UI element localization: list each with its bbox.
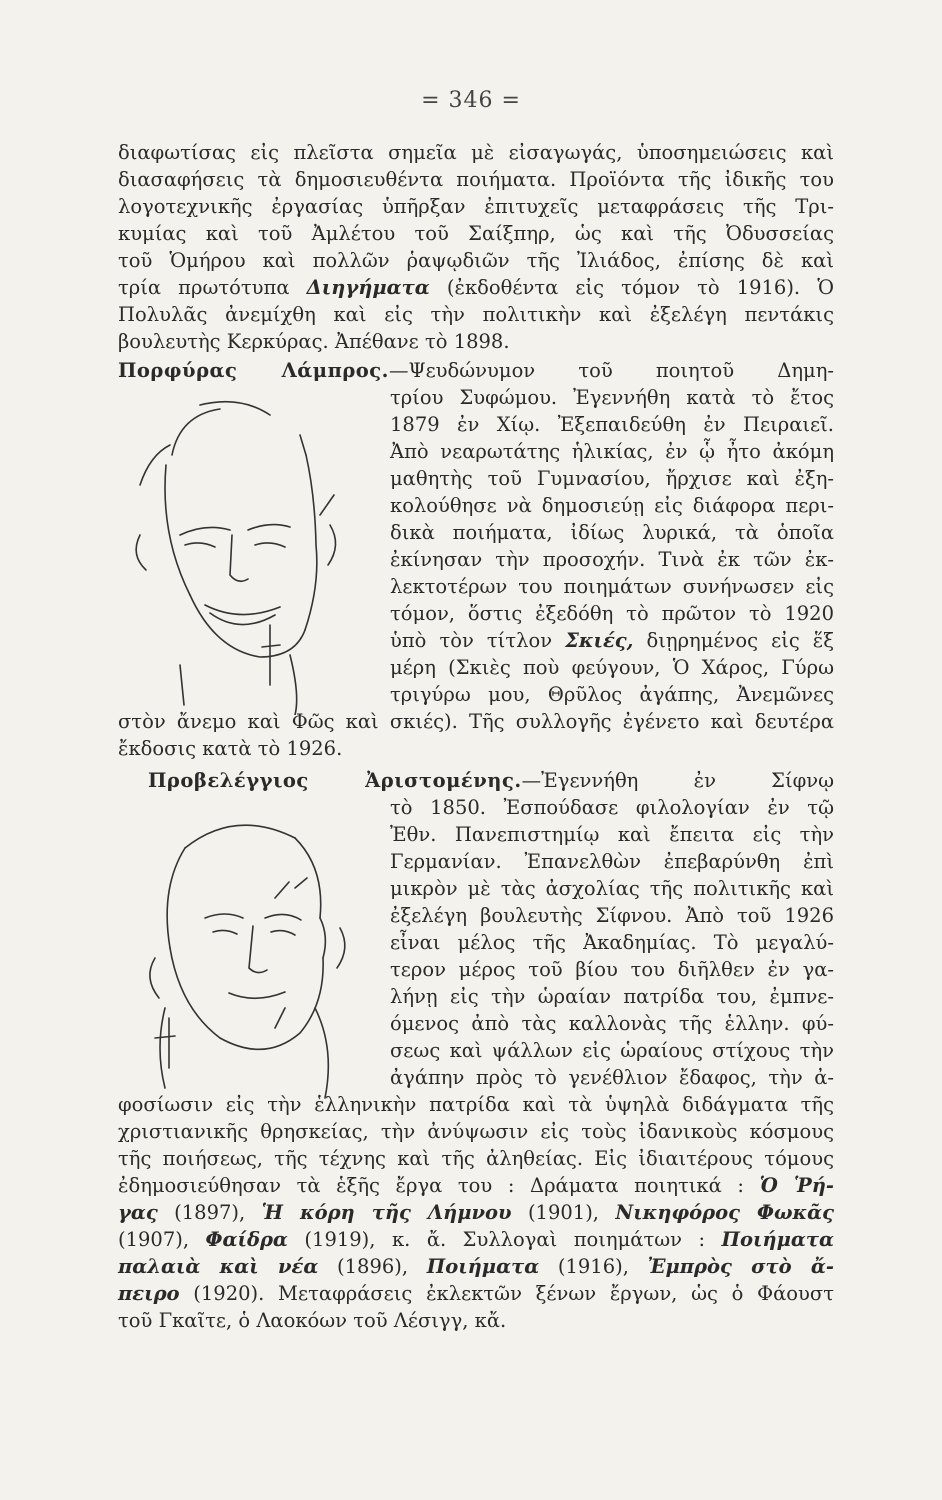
text-span: τρία πρωτότυπα xyxy=(118,276,307,299)
text-line: Ἀπὸ νεαρωτάτης ἡλικίας, ἐν ᾧ ἦτο ἀκόμη xyxy=(390,440,834,463)
text-line: τριγύρω μου, Θρῦλος ἀγάπης, Ἀνεμῶνες xyxy=(390,683,834,706)
text-span: —Ψευδώνυμον τοῦ ποιητοῦ Δημη- xyxy=(388,359,834,382)
text-span: ὑπὸ τὸν τίτλον xyxy=(390,629,566,652)
text-line: Γερμανίαν. Ἐπανελθὼν ἐπεβαρύνθη ἐπὶ xyxy=(390,850,834,873)
text-span: (1896), xyxy=(318,1255,427,1278)
entry-heading-line xyxy=(118,358,834,384)
book-title: πειρο xyxy=(118,1282,180,1305)
text-line: τόμον, ὅστις ἐξεδόθη τὸ πρῶτον τὸ 1920 xyxy=(390,602,834,625)
text-line: λήνῃ εἰς τὴν ὡραίαν πατρίδα του, ἐμπνε- xyxy=(390,985,834,1008)
entry-name: Πορφύρας Λάμπρος. xyxy=(118,359,389,382)
book-title: γας xyxy=(118,1201,158,1224)
book-title: Σκιές, xyxy=(565,629,634,652)
book-title: Ἐμπρὸς στὸ ἄ- xyxy=(647,1255,835,1278)
text-line xyxy=(118,1227,834,1253)
text-line: τὸ 1850. Ἐσπούδασε φιλολογίαν ἐν τῷ xyxy=(390,796,834,819)
entry-name: Προβελέγγιος Ἀριστομένης. xyxy=(148,769,522,792)
text-line: λογοτεχνικῆς ἐργασίας ὑπῆρξαν ἐπιτυχεῖς μεταφράσεις τῆς Τρι- xyxy=(118,195,834,218)
text-line: Ἐθν. Πανεπιστημίῳ καὶ ἔπειτα εἰς τὴν xyxy=(390,823,834,846)
text-line xyxy=(118,1281,834,1307)
text-line: εἶναι μέλος τῆς Ἀκαδημίας. Τὸ μεγαλύ- xyxy=(390,931,834,954)
book-title: Φαίδρα xyxy=(205,1228,288,1251)
text-line: λεκτοτέρων του ποιημάτων συνήνωσεν εἰς xyxy=(390,575,834,598)
text-span: ἐδημοσιεύθησαν τὰ ἑξῆς ἔργα του : Δράματα ποιητικά : xyxy=(118,1174,760,1197)
book-title: Ἡ κόρη τῆς Λήμνου xyxy=(261,1201,512,1224)
text-line: ἀγάπην πρὸς τὸ γενέθλιον ἔδαφος, τὴν ἀ- xyxy=(390,1066,834,1089)
text-line xyxy=(118,1200,834,1226)
text-line xyxy=(118,1254,834,1280)
portrait-lambros-illustration xyxy=(120,395,360,715)
text-line: βουλευτὴς Κερκύρας. Ἀπέθανε τὸ 1898. xyxy=(118,330,510,353)
book-title: Ποιήματα xyxy=(426,1255,540,1278)
text-line: κυμίας καὶ τοῦ Ἀμλέτου τοῦ Σαίξπηρ, ὡς καὶ τῆς Ὀδυσσείας xyxy=(118,222,834,245)
book-title: Διηγήματα xyxy=(306,276,430,299)
text-span: (1916), xyxy=(539,1255,648,1278)
text-line: μέρη (Σκιὲς ποὺ φεύγουν, Ὁ Χάρος, Γύρω xyxy=(390,656,834,679)
text-span: (1901), xyxy=(511,1201,616,1224)
book-title: Ποιήματα xyxy=(721,1228,834,1251)
text-line: διασαφήσεις τὰ δημοσιευθέντα ποιήματα. Προϊόντα τῆς ἰδικῆς του xyxy=(118,168,834,191)
text-line: τρίου Συφώμου. Ἐγεννήθη κατὰ τὸ ἔτος xyxy=(390,386,834,409)
text-line: 1879 ἐν Χίῳ. Ἐξεπαιδεύθη ἐν Πειραιεῖ. xyxy=(390,413,834,436)
text-line: διαφωτίσας εἰς πλεῖστα σημεῖα μὲ εἰσαγωγάς, ὑποσημειώσεις καὶ xyxy=(118,141,834,164)
text-line xyxy=(118,275,834,301)
text-line: σεως καὶ ψάλλων εἰς ὡραίους στίχους τὴν xyxy=(390,1039,834,1062)
portrait-provelengios-illustration xyxy=(125,808,375,1108)
text-line: τοῦ Γκαῖτε, ὁ Λαοκόων τοῦ Λέσιγγ, κἄ. xyxy=(118,1309,507,1332)
text-line: τοῦ Ὁμήρου καὶ πολλῶν ῥαψῳδιῶν τῆς Ἰλιάδος, ἐπίσης δὲ καὶ xyxy=(118,249,834,272)
text-span: (1920). Μεταφράσεις ἐκλεκτῶν ξένων ἔργων, ὡς ὁ Φάουστ xyxy=(179,1282,834,1305)
text-line: όμενος ἀπὸ τὰς καλλονὰς τῆς ἑλλην. φύ- xyxy=(390,1012,834,1035)
text-span: διῃρημένος εἰς ἕξ xyxy=(633,629,834,652)
book-title: παλαιὰ καὶ νέα xyxy=(118,1255,319,1278)
text-span: (1897), xyxy=(157,1201,262,1224)
text-line: μικρὸν μὲ τὰς ἀσχολίας τῆς πολιτικῆς καὶ xyxy=(390,877,834,900)
text-line: χριστιανικῆς θρησκείας, τὴν ἀνύψωσιν εἰς τοὺς ἰδανικοὺς κόσμους xyxy=(118,1120,834,1143)
text-line: στὸν ἄνεμο καὶ Φῶς καὶ σκιές). Τῆς συλλογῆς ἐγένετο καὶ δευτέρα xyxy=(118,710,834,733)
text-line: δικὰ ποιήματα, ἰδίως λυρικά, τὰ ὁποῖα xyxy=(390,521,834,544)
text-line: τερον μέρος τοῦ βίου του διῆλθεν ἐν γα- xyxy=(390,958,834,981)
book-title: Ὁ Ῥή- xyxy=(759,1174,834,1197)
text-line xyxy=(390,628,834,654)
entry-heading-line xyxy=(148,768,834,794)
text-line: ἐκίνησαν τὴν προσοχήν. Τινὰ ἐκ τῶν ἐκ- xyxy=(390,548,834,571)
text-line: μαθητὴς τοῦ Γυμνασίου, ἤρχισε καὶ ἐξη- xyxy=(390,467,834,490)
text-line: Πολυλᾶς ἀνεμίχθη καὶ εἰς τὴν πολιτικὴν καὶ ἐξελέγη πεντάκις xyxy=(118,303,834,326)
text-span: (1919), κ. ἄ. Συλλογαὶ ποιημάτων : xyxy=(287,1228,722,1251)
text-line: κολούθησε νὰ δημοσιεύῃ εἰς διάφορα περι- xyxy=(390,494,834,517)
text-line: φοσίωσιν εἰς τὴν ἑλληνικὴν πατρίδα καὶ τὰ ὑψηλὰ διδάγματα τῆς xyxy=(118,1093,834,1116)
page-number: = 346 = xyxy=(421,88,521,113)
text-line xyxy=(118,1173,834,1199)
book-title: Νικηφόρος Φωκᾶς xyxy=(615,1201,835,1224)
text-span: (1907), xyxy=(118,1228,206,1251)
text-span: (ἐκδοθέντα εἰς τόμον τὸ 1916). Ὁ xyxy=(429,276,834,299)
text-line: ἔκδοσις κατὰ τὸ 1926. xyxy=(118,737,343,760)
text-line: τῆς ποιήσεως, τῆς τέχνης καὶ τῆς ἀληθείας. Εἰς ἰδιαιτέρους τόμους xyxy=(118,1147,834,1170)
text-span: —Ἐγεννήθη ἐν Σίφνῳ xyxy=(521,769,835,792)
text-line: ἐξελέγη βουλευτὴς Σίφνου. Ἀπὸ τοῦ 1926 xyxy=(390,904,834,927)
